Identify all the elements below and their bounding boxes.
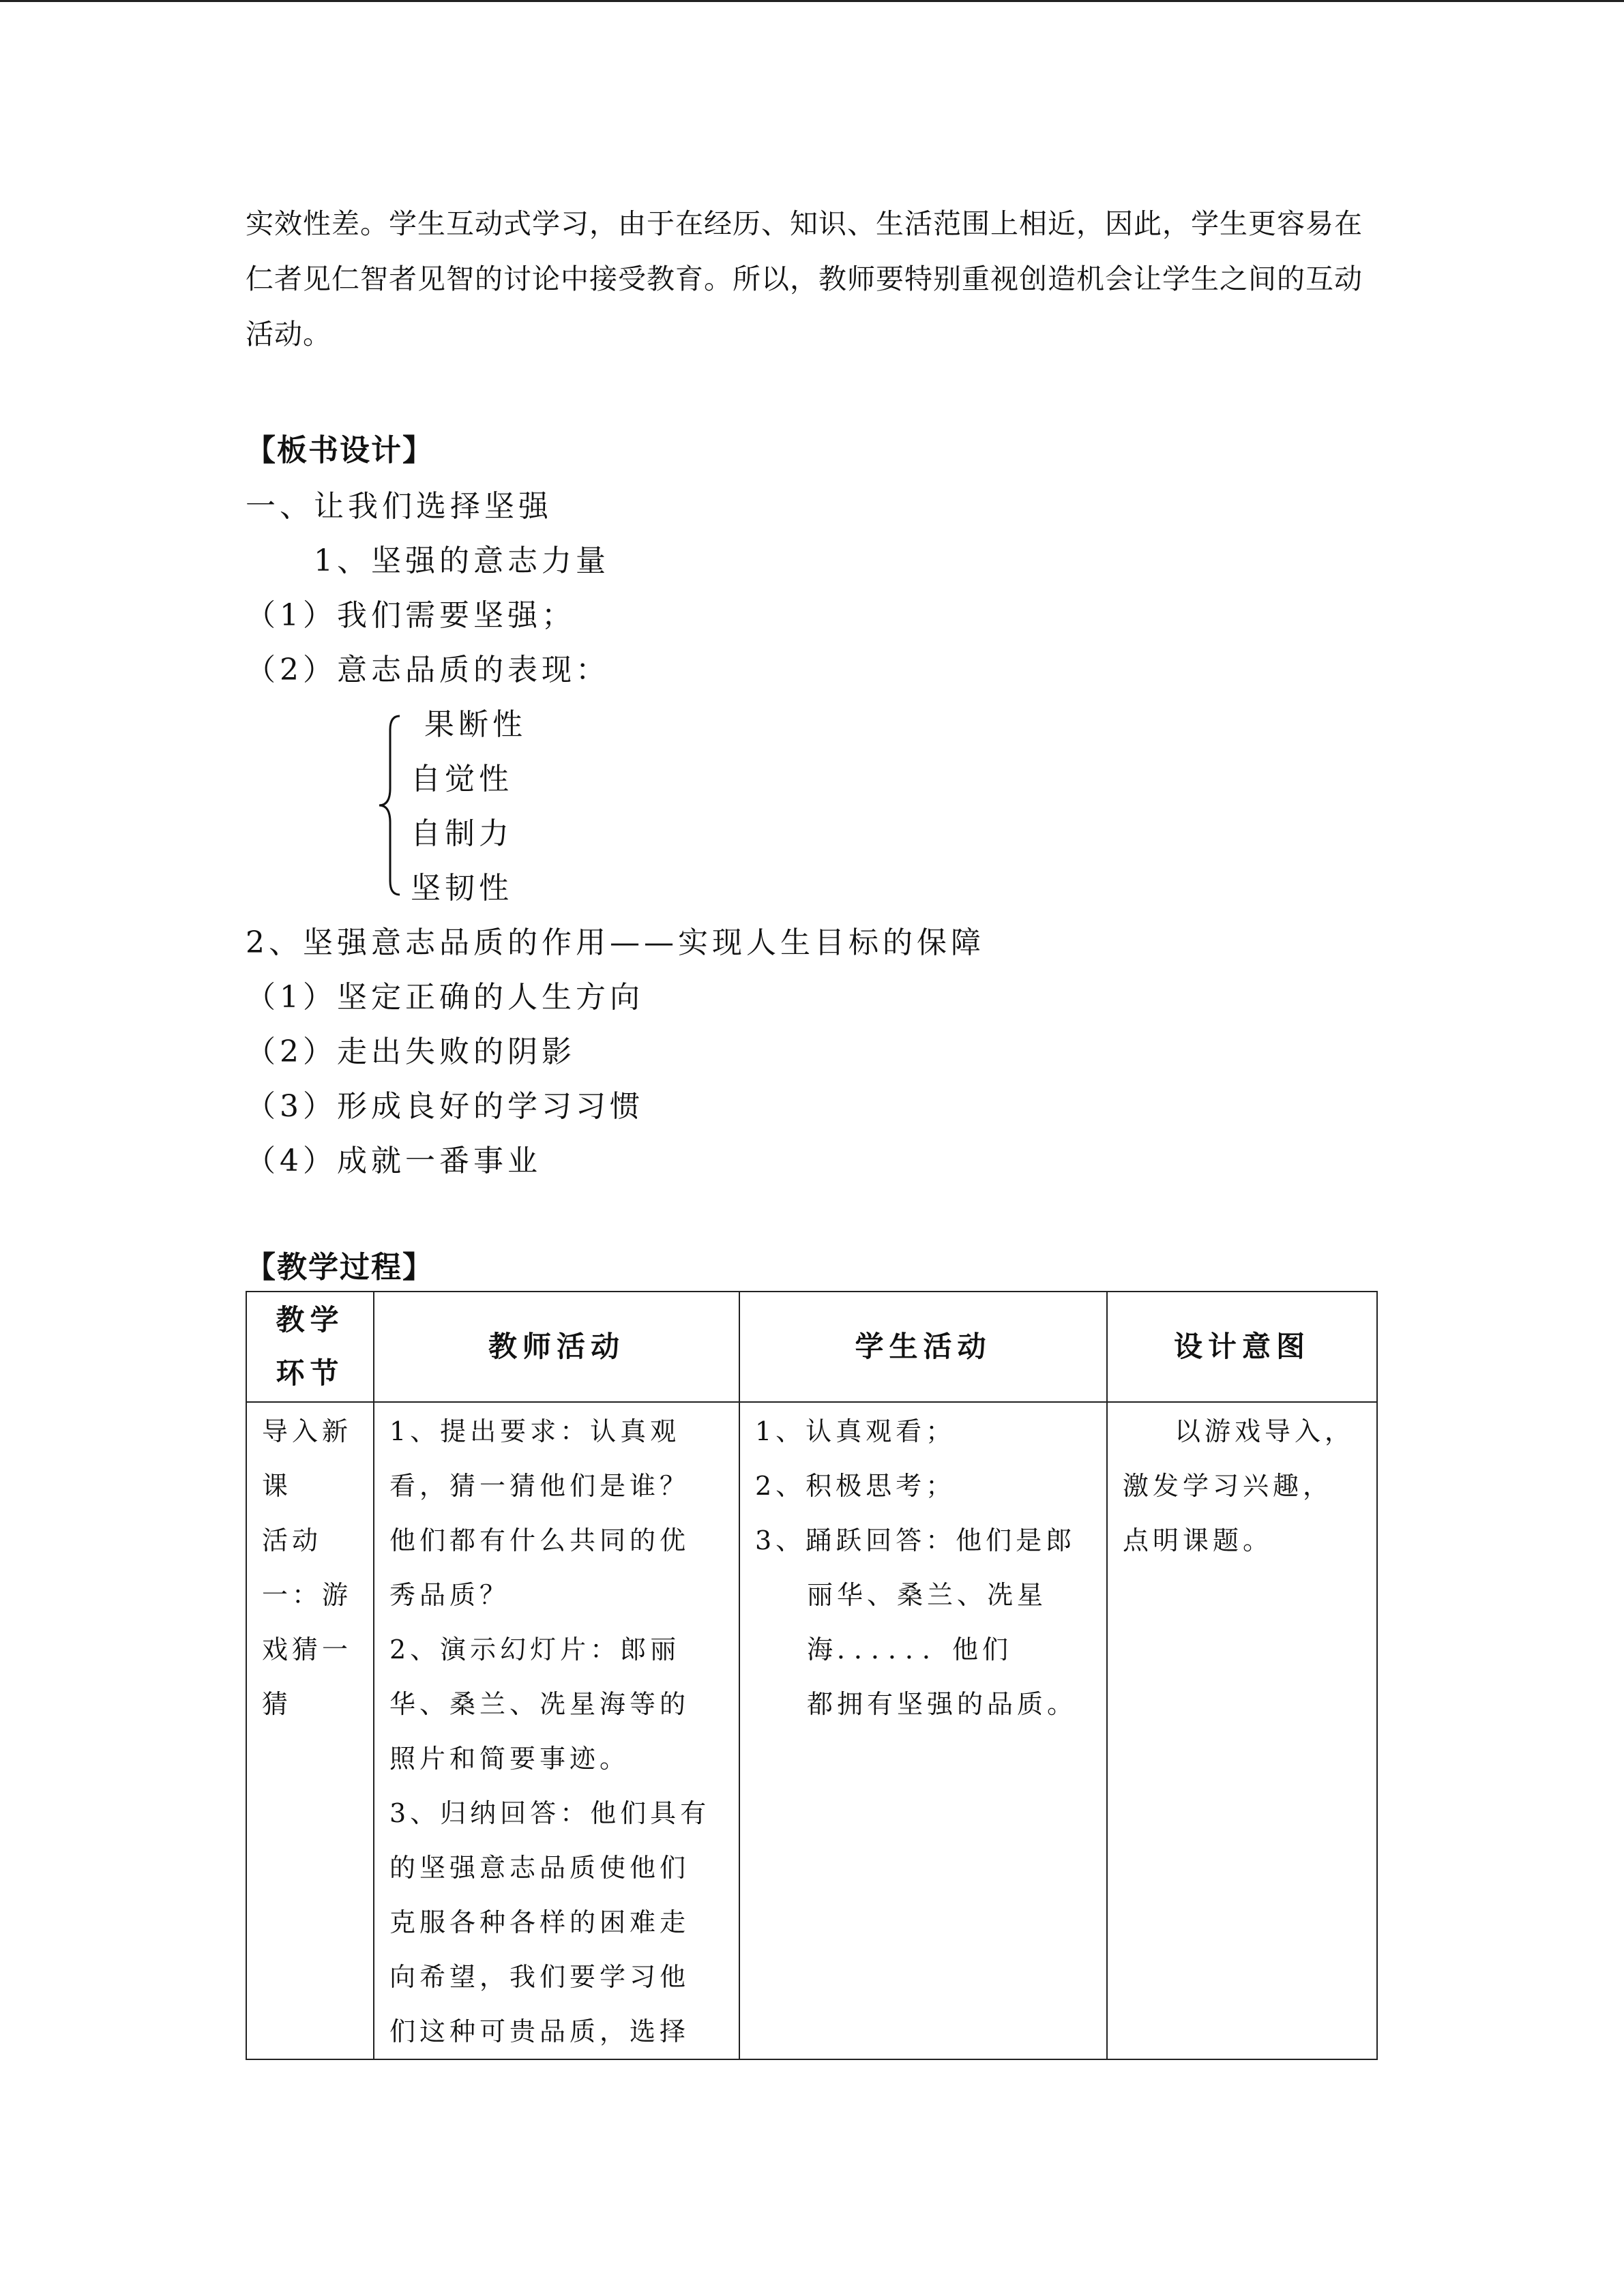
header-stage: [246, 1292, 374, 1402]
cell-line: 克服各种各样的困难走: [389, 1907, 690, 1937]
cell-line: 秀品质？: [389, 1580, 510, 1610]
board-design-heading: 【板书设计】: [246, 433, 434, 468]
cell-line: 华、桑兰、冼星海等的: [389, 1689, 690, 1719]
brace-item: 坚韧性: [411, 871, 513, 906]
outline-item: （2）走出失败的阴影: [246, 1034, 576, 1069]
design-intent-cell: [1107, 1402, 1377, 2059]
cell-line: 都拥有坚强的品质。: [807, 1689, 1078, 1719]
cell-line: 一：游: [262, 1580, 353, 1610]
cell-line: 海．．．．．．他们: [807, 1635, 1013, 1665]
header-design-intent: 设计意图: [1107, 1292, 1377, 1402]
cell-line: 点明课题。: [1123, 1525, 1273, 1555]
intro-paragraph: [246, 196, 1371, 362]
outline-item: （1）我们需要坚强；: [246, 598, 576, 633]
cell-line: 看，猜一猜他们是谁？: [389, 1471, 690, 1501]
brace-item: 自觉性: [411, 762, 513, 796]
header-stage-line: 教学: [276, 1303, 344, 1337]
cell-line: 3、踊跃回答：他们是郎: [755, 1525, 1076, 1555]
stage-cell: [246, 1402, 374, 2059]
brace-item: 自制力: [411, 816, 513, 851]
outline-item: （4）成就一番事业: [246, 1144, 542, 1178]
cell-line: 戏猜一: [262, 1635, 353, 1665]
outline-item: （1）坚定正确的人生方向: [246, 980, 644, 1015]
teacher-activity-cell: [374, 1402, 739, 2059]
outline-level2: 2、坚强意志品质的作用——实现人生目标的保障: [246, 925, 985, 960]
cell-line: 1、提出要求：认真观: [389, 1416, 681, 1446]
cell-line: 丽华、桑兰、冼星: [807, 1580, 1048, 1610]
intro-line: 实效性差。学生互动式学习，由于在经历、知识、生活范围上相近，因此，学生更容易在: [246, 207, 1363, 240]
cell-line: 导入新: [262, 1416, 353, 1446]
outline-level1: 一、让我们选择坚强: [246, 489, 552, 524]
outline-item: （3）形成良好的学习习惯: [246, 1089, 644, 1124]
cell-line: 照片和简要事迹。: [389, 1744, 630, 1774]
outline-item: （2）意志品质的表现：: [246, 653, 610, 687]
table-row: [246, 1402, 1377, 2059]
intro-line: 活动。: [246, 318, 331, 351]
cell-line: 课: [262, 1471, 293, 1501]
cell-line: 他们都有什么共同的优: [389, 1525, 690, 1555]
table-header-row: [246, 1292, 1377, 1402]
brace-item: 果断性: [424, 707, 527, 742]
outline-level2: 1、坚强的意志力量: [314, 543, 610, 578]
cell-line: 们这种可贵品质，选择: [389, 2016, 690, 2046]
cell-line: 以游戏导入，: [1175, 1416, 1355, 1446]
cell-line: 向希望，我们要学习他: [389, 1962, 690, 1992]
cell-line: 活动: [262, 1525, 323, 1555]
header-student-activity: 学生活动: [739, 1292, 1107, 1402]
intro-line: 仁者见仁智者见智的讨论中接受教育。所以，教师要特别重视创造机会让学生之间的互动: [246, 263, 1363, 295]
cell-line: 猜: [262, 1689, 293, 1719]
cell-line: 2、演示幻灯片：郎丽: [389, 1635, 681, 1665]
curly-brace-icon: [377, 713, 404, 897]
cell-line: 的坚强意志品质使他们: [389, 1853, 690, 1883]
header-stage-line: 环节: [276, 1356, 344, 1390]
header-teacher-activity: 教师活动: [374, 1292, 739, 1402]
cell-line: 2、积极思考；: [755, 1471, 956, 1501]
cell-line: 3、归纳回答：他们具有: [389, 1798, 711, 1828]
cell-line: 1、认真观看；: [755, 1416, 956, 1446]
student-activity-cell: [739, 1402, 1107, 2059]
cell-line: 激发学习兴趣，: [1123, 1471, 1333, 1501]
teaching-process-table: [246, 1291, 1378, 2060]
top-border-line: [0, 0, 1624, 2]
teaching-process-heading: 【教学过程】: [246, 1250, 434, 1285]
